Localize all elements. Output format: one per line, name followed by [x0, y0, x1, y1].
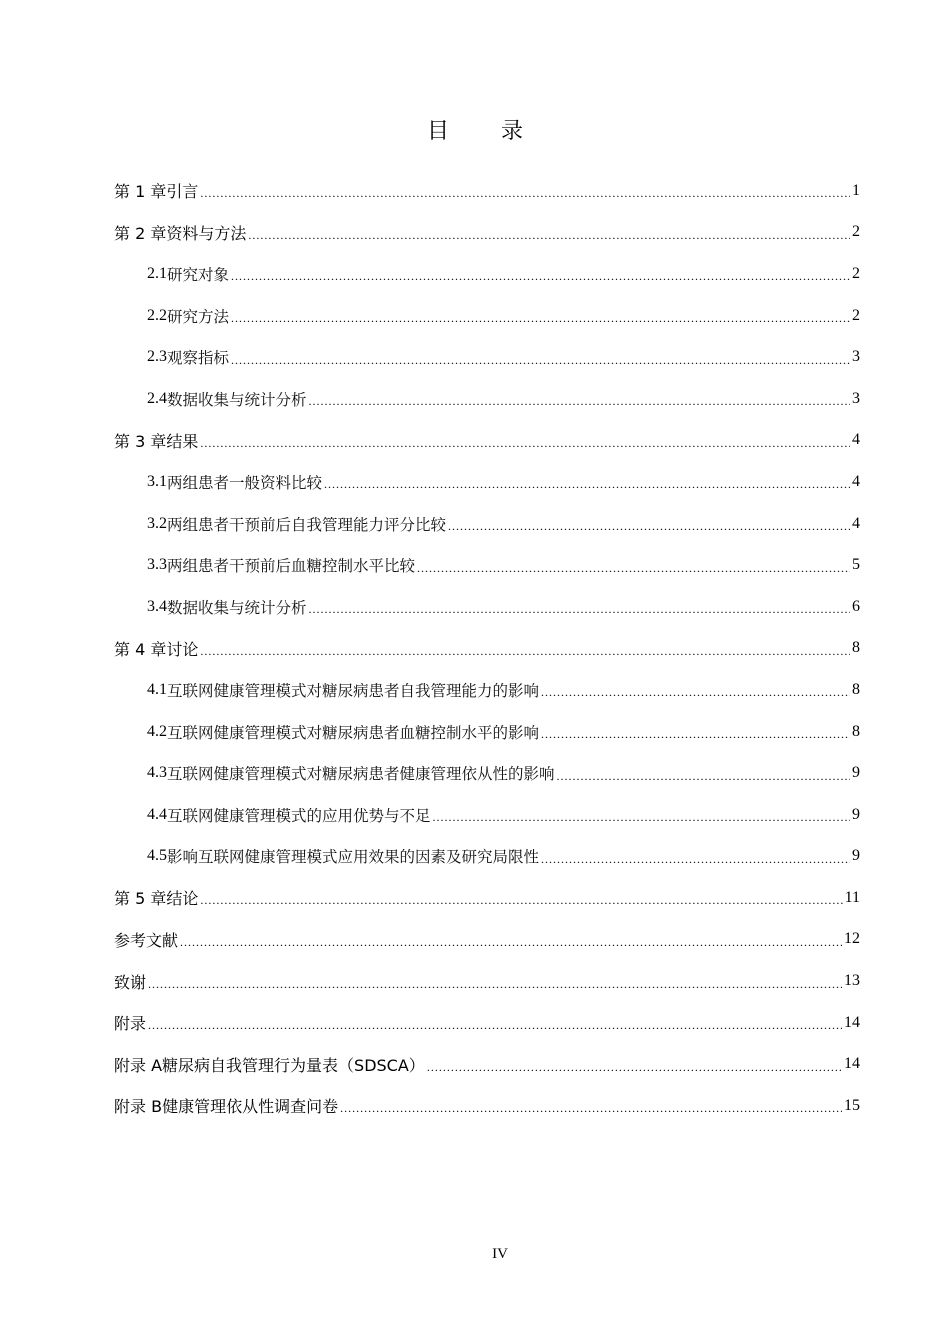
- toc-entry-title: 讨论: [166, 639, 199, 659]
- toc-leader-dots: [148, 1018, 842, 1033]
- toc-leader-dots: [309, 394, 850, 409]
- toc-entry-number: 4.5: [147, 847, 167, 865]
- toc-entry[interactable]: [114, 836, 860, 878]
- toc-entry-page: 2: [852, 223, 860, 241]
- toc-entry-page: 2: [852, 306, 860, 324]
- toc-leader-dots: [231, 353, 850, 368]
- toc-entry[interactable]: [114, 711, 860, 753]
- toc-entry-number: 3.1: [147, 472, 167, 490]
- toc-entry[interactable]: [114, 253, 860, 295]
- toc-entry[interactable]: [114, 420, 860, 462]
- toc-entry-title: 互联网健康管理模式对糖尿病患者健康管理依从性的影响: [167, 765, 555, 784]
- toc-entry-title: 糖尿病自我管理行为量表（SDSCA）: [162, 1055, 425, 1075]
- toc-entry-number: 4.2: [147, 722, 167, 740]
- toc-entry-page: 12: [844, 930, 860, 948]
- toc-entry-page: 9: [852, 847, 860, 865]
- toc-entry-title: 数据收集与统计分析: [167, 598, 307, 617]
- toc-entry-page: 2: [852, 264, 860, 282]
- toc-entry-page: 4: [852, 472, 860, 490]
- toc-entry-page: 6: [852, 597, 860, 615]
- toc-leader-dots: [180, 935, 842, 950]
- toc-leader-dots: [200, 186, 850, 201]
- toc-title-char-2: 录: [501, 119, 524, 144]
- toc-leader-dots: [148, 977, 842, 992]
- toc-entry-number: 4.3: [147, 764, 167, 782]
- toc-leader-dots: [433, 810, 850, 825]
- toc-entry-title: 资料与方法: [166, 223, 247, 243]
- toc-entry-number: 2.1: [147, 264, 167, 282]
- toc-leader-dots: [541, 852, 850, 867]
- toc-entry-page: 15: [844, 1096, 860, 1114]
- toc-entry-title: 结果: [166, 431, 199, 451]
- toc-leader-dots: [417, 561, 850, 576]
- toc-leader-dots: [309, 602, 850, 617]
- toc-entry-page: 4: [852, 431, 860, 449]
- toc-entry-page: 4: [852, 514, 860, 532]
- toc-entry-page: 1: [852, 181, 860, 199]
- toc-entry-page: 5: [852, 556, 860, 574]
- toc-entry-number: 3.4: [147, 597, 167, 615]
- toc-entry-page: 14: [844, 1013, 860, 1031]
- toc-leader-dots: [541, 685, 850, 700]
- toc-entry-page: 9: [852, 764, 860, 782]
- toc-entry-title: 致谢: [114, 972, 147, 992]
- toc-entry-page: 3: [852, 348, 860, 366]
- toc-entry-title: 研究方法: [167, 307, 230, 326]
- toc-leader-dots: [200, 644, 850, 659]
- toc-entry-number: 2.2: [147, 306, 167, 324]
- toc-entry-number: 附录 B: [114, 1097, 163, 1117]
- toc-leader-dots: [248, 228, 850, 243]
- toc-entry[interactable]: [114, 877, 860, 919]
- toc-entry[interactable]: [114, 960, 860, 1002]
- toc-entry-title: 附录: [114, 1014, 147, 1034]
- toc-entry-title: 两组患者干预前后血糖控制水平比较: [167, 557, 416, 576]
- toc-entry[interactable]: [114, 544, 860, 586]
- toc-entry-number: 第 4 章: [114, 639, 167, 659]
- toc-entry-title: 互联网健康管理模式对糖尿病患者血糖控制水平的影响: [167, 723, 540, 742]
- toc-entry-title: 研究对象: [167, 265, 230, 284]
- toc-entry-title: 参考文献: [114, 930, 179, 950]
- toc-leader-dots: [557, 769, 850, 784]
- toc-entry-number: 第 5 章: [114, 889, 167, 909]
- toc-entry-number: 3.2: [147, 514, 167, 532]
- toc-entry-title: 数据收集与统计分析: [167, 390, 307, 409]
- toc-entry[interactable]: [114, 378, 860, 420]
- toc-entry[interactable]: [114, 794, 860, 836]
- toc-entry-page: 3: [852, 389, 860, 407]
- toc-entry-title: 健康管理依从性调查问卷: [162, 1097, 339, 1117]
- toc-entry[interactable]: [114, 503, 860, 545]
- table-of-contents: [114, 170, 860, 1127]
- toc-entry-number: 第 1 章: [114, 182, 167, 202]
- toc-entry-number: 2.4: [147, 389, 167, 407]
- toc-leader-dots: [541, 727, 850, 742]
- toc-entry-title: 影响互联网健康管理模式应用效果的因素及研究局限性: [167, 848, 540, 867]
- toc-entry-page: 11: [844, 888, 860, 906]
- toc-entry[interactable]: [114, 1085, 860, 1127]
- toc-entry-number: 附录 A: [114, 1055, 163, 1075]
- toc-entry[interactable]: [114, 1002, 860, 1044]
- toc-entry-title: 互联网健康管理模式对糖尿病患者自我管理能力的影响: [167, 681, 540, 700]
- toc-leader-dots: [427, 1060, 842, 1075]
- toc-entry-title: 观察指标: [167, 349, 230, 368]
- toc-leader-dots: [200, 436, 850, 451]
- toc-entry[interactable]: [114, 295, 860, 337]
- toc-entry-page: 8: [852, 639, 860, 657]
- toc-entry[interactable]: [114, 919, 860, 961]
- toc-entry-title: 引言: [166, 182, 199, 202]
- toc-entry-number: 4.1: [147, 680, 167, 698]
- toc-entry-title: 互联网健康管理模式的应用优势与不足: [167, 806, 431, 825]
- toc-leader-dots: [448, 519, 850, 534]
- toc-leader-dots: [324, 477, 850, 492]
- toc-entry-title: 两组患者一般资料比较: [167, 473, 323, 492]
- page-number-footer: IV: [492, 1246, 508, 1262]
- toc-entry-title: 结论: [166, 889, 199, 909]
- toc-entry-page: 9: [852, 805, 860, 823]
- toc-entry[interactable]: [114, 586, 860, 628]
- toc-entry[interactable]: [114, 628, 860, 670]
- toc-leader-dots: [340, 1101, 842, 1116]
- toc-entry-page: 13: [844, 972, 860, 990]
- toc-entry-number: 2.3: [147, 348, 167, 366]
- toc-title-char-1: 目: [426, 119, 449, 144]
- toc-entry-title: 两组患者干预前后自我管理能力评分比较: [167, 515, 447, 534]
- toc-entry[interactable]: [114, 336, 860, 378]
- toc-entry[interactable]: [114, 1043, 860, 1085]
- toc-entry-page: 8: [852, 680, 860, 698]
- toc-leader-dots: [231, 311, 850, 326]
- toc-entry-number: 第 3 章: [114, 431, 167, 451]
- toc-entry-number: 4.4: [147, 805, 167, 823]
- toc-leader-dots: [231, 269, 850, 284]
- toc-entry[interactable]: [114, 212, 860, 254]
- toc-entry[interactable]: [114, 461, 860, 503]
- toc-entry-page: 14: [844, 1055, 860, 1073]
- toc-title: [0, 114, 950, 145]
- toc-entry-page: 8: [852, 722, 860, 740]
- toc-leader-dots: [200, 893, 842, 908]
- toc-entry[interactable]: [114, 170, 860, 212]
- toc-entry[interactable]: [114, 752, 860, 794]
- toc-entry-number: 3.3: [147, 556, 167, 574]
- toc-entry-number: 第 2 章: [114, 223, 167, 243]
- toc-entry[interactable]: [114, 669, 860, 711]
